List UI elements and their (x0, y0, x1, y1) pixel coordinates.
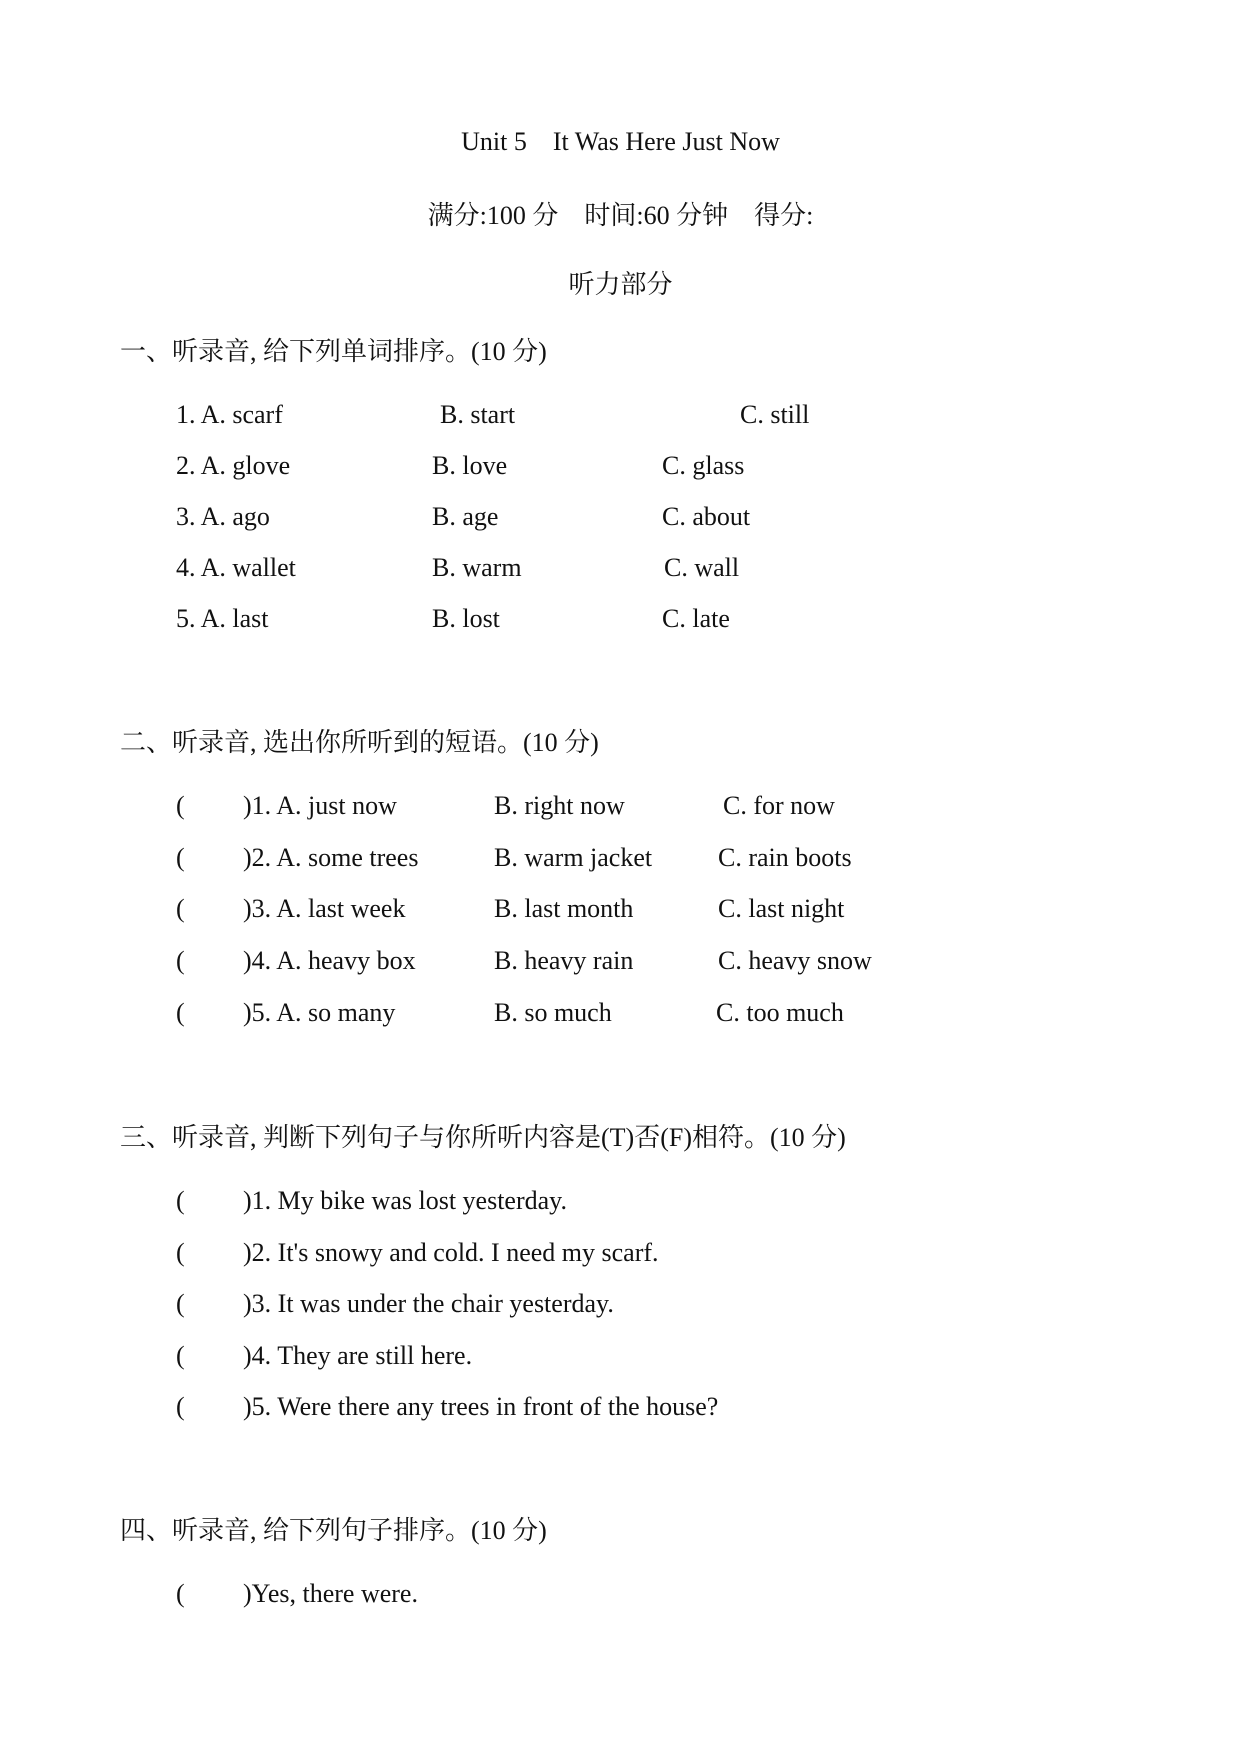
option-c: C. too much (716, 998, 844, 1027)
exam-meta: 满分:100 分 时间:60 分钟 得分: (427, 201, 814, 230)
section-4-heading: 四、听录音, 给下列句子排序。(10 分) (120, 1516, 547, 1545)
option-b: B. heavy rain (494, 946, 634, 975)
option-a: 3. A. ago (176, 502, 270, 531)
answer-bracket: ( (176, 946, 185, 975)
page-title: Unit 5 It Was Here Just Now (461, 127, 780, 156)
option-a: )1. A. just now (243, 791, 397, 820)
option-a: )2. A. some trees (243, 843, 419, 872)
answer-bracket: ( (176, 1392, 185, 1421)
option-b: B. age (432, 502, 499, 531)
section-3-heading: 三、听录音, 判断下列句子与你所听内容是(T)否(F)相符。(10 分) (120, 1123, 846, 1152)
option-a: )4. A. heavy box (243, 946, 416, 975)
answer-bracket: ( (176, 791, 185, 820)
option-c: C. late (662, 604, 730, 633)
section-2-heading: 二、听录音, 选出你所听到的短语。(10 分) (120, 728, 599, 757)
option-a: 5. A. last (176, 604, 269, 633)
option-c: C. last night (718, 894, 845, 923)
option-c: C. glass (662, 451, 745, 480)
statement-text: )5. Were there any trees in front of the house? (243, 1392, 719, 1421)
option-a: 1. A. scarf (176, 400, 283, 429)
answer-bracket: ( (176, 1186, 185, 1215)
option-c: C. rain boots (718, 843, 852, 872)
option-c: C. wall (664, 553, 740, 582)
answer-bracket: ( (176, 1341, 185, 1370)
option-c: C. about (662, 502, 751, 531)
statement-text: )Yes, there were. (243, 1579, 418, 1608)
answer-bracket: ( (176, 998, 185, 1027)
option-a: )3. A. last week (243, 894, 406, 923)
option-b: B. start (440, 400, 516, 429)
statement-text: )2. It's snowy and cold. I need my scarf. (243, 1238, 659, 1267)
option-b: B. lost (432, 604, 500, 633)
answer-bracket: ( (176, 894, 185, 923)
option-b: B. warm (432, 553, 522, 582)
option-b: B. right now (494, 791, 625, 820)
answer-bracket: ( (176, 1579, 185, 1608)
option-a: 2. A. glove (176, 451, 291, 480)
option-c: C. still (740, 400, 810, 429)
option-b: B. warm jacket (494, 843, 653, 872)
part-title: 听力部分 (568, 270, 673, 299)
option-a: 4. A. wallet (176, 553, 296, 582)
answer-bracket: ( (176, 1289, 185, 1318)
option-b: B. love (432, 451, 508, 480)
statement-text: )3. It was under the chair yesterday. (243, 1289, 614, 1318)
statement-text: )4. They are still here. (243, 1341, 473, 1370)
answer-bracket: ( (176, 843, 185, 872)
option-a: )5. A. so many (243, 998, 396, 1027)
option-c: C. for now (723, 791, 835, 820)
answer-bracket: ( (176, 1238, 185, 1267)
option-b: B. last month (494, 894, 634, 923)
option-c: C. heavy snow (718, 946, 872, 975)
option-b: B. so much (494, 998, 612, 1027)
section-1-heading: 一、听录音, 给下列单词排序。(10 分) (120, 337, 547, 366)
statement-text: )1. My bike was lost yesterday. (243, 1186, 567, 1215)
